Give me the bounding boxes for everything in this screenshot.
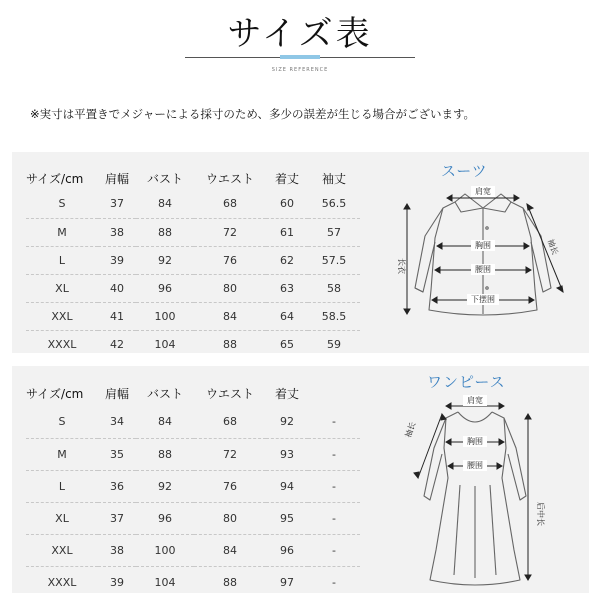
page-subtitle: SIZE REFERENCE [271, 67, 329, 73]
dress-length-label: 后中长 [536, 502, 545, 526]
table-cell: 62 [266, 246, 308, 274]
header-waist: ウエスト [205, 171, 254, 186]
table-cell: - [308, 438, 360, 470]
suit-bust-label: 胸围 [475, 241, 491, 250]
table-cell: 100 [136, 302, 194, 330]
table-row [26, 218, 360, 246]
table-cell: 37 [98, 190, 136, 218]
header-length: 着丈 [274, 386, 299, 401]
table-cell: XXXL [47, 337, 77, 351]
table-cell: 76 [194, 470, 266, 502]
header-bust: バスト [146, 171, 183, 186]
table-cell: 41 [98, 302, 136, 330]
table-cell: 88 [223, 337, 237, 351]
table-cell: - [308, 534, 360, 566]
table-cell: 61 [266, 218, 308, 246]
table-cell: 72 [194, 438, 266, 470]
table-cell: 39 [98, 246, 136, 274]
table-cell: 84 [194, 302, 266, 330]
table-cell: 38 [98, 534, 136, 566]
table-cell: 95 [266, 502, 308, 534]
table-cell: L [26, 470, 98, 502]
table-cell: 58.5 [308, 302, 360, 330]
table-cell: 37 [98, 502, 136, 534]
table-cell: 68 [194, 190, 266, 218]
table-cell: 65 [280, 337, 294, 351]
table-cell: 88 [136, 438, 194, 470]
table-cell: 57.5 [308, 246, 360, 274]
table-cell: 63 [266, 274, 308, 302]
table-cell: 100 [136, 534, 194, 566]
table-cell: 58 [308, 274, 360, 302]
suit-length-label: 长衣 [397, 258, 406, 274]
table-row [26, 566, 360, 598]
suit-shoulder-label: 肩宽 [475, 187, 491, 196]
header-bust: バスト [146, 386, 183, 401]
table-cell: 94 [266, 470, 308, 502]
table-row [26, 534, 360, 566]
dress-shoulder-label: 肩宽 [467, 396, 483, 405]
table-cell: 68 [194, 406, 266, 438]
table-cell: XXL [26, 302, 98, 330]
table-cell: 64 [266, 302, 308, 330]
table-row [26, 470, 360, 502]
table-row [26, 190, 360, 218]
suit-diagram [395, 178, 575, 328]
table-row [26, 274, 360, 302]
table-cell: 88 [136, 218, 194, 246]
table-row [26, 406, 360, 438]
table-cell: 38 [98, 218, 136, 246]
table-cell: - [308, 406, 360, 438]
table-cell: L [26, 246, 98, 274]
table-cell: 92 [266, 406, 308, 438]
table-header-row [26, 166, 360, 190]
table-cell: 88 [223, 575, 237, 589]
page-title: サイズ表 [227, 14, 373, 54]
table-cell: 96 [136, 274, 194, 302]
table-cell: 57 [308, 218, 360, 246]
table-cell: 92 [136, 246, 194, 274]
dress-diagram-title: ワンピース [427, 373, 506, 391]
table-cell: XXL [26, 534, 98, 566]
header-empty [308, 380, 360, 406]
table-cell: 104 [154, 575, 176, 589]
measurement-note: ※実寸は平置きでメジャーによる採寸のため、多少の誤差が生じる場合がございます。 [30, 107, 476, 121]
dress-diagram [400, 390, 550, 590]
table-cell: 42 [110, 337, 124, 351]
table-cell: 76 [194, 246, 266, 274]
suit-sleeve-label: 袖长 [545, 237, 560, 256]
table-cell: 93 [266, 438, 308, 470]
header-length: 着丈 [274, 171, 299, 186]
header-size: サイズ/cm [26, 386, 84, 401]
table-cell: M [26, 438, 98, 470]
suit-waist-label: 腰围 [475, 265, 491, 274]
table-row [26, 246, 360, 274]
header-shoulder: 肩幅 [104, 386, 129, 401]
header-shoulder: 肩幅 [104, 171, 129, 186]
table-cell: 40 [98, 274, 136, 302]
table-cell: S [26, 406, 98, 438]
table-cell: 92 [136, 470, 194, 502]
table-cell: 96 [266, 534, 308, 566]
table-cell: 96 [136, 502, 194, 534]
table-cell: 56.5 [308, 190, 360, 218]
table-row [26, 302, 360, 330]
suit-hem-label: 下摆围 [471, 295, 495, 304]
table-cell: XL [26, 502, 98, 534]
table-cell: 84 [194, 534, 266, 566]
dress-size-table [26, 380, 360, 598]
table-cell: XL [26, 274, 98, 302]
table-cell: 97 [280, 575, 294, 589]
table-cell: - [308, 502, 360, 534]
dress-waist-label: 腰围 [467, 461, 483, 470]
table-cell: 36 [98, 470, 136, 502]
table-cell: M [26, 218, 98, 246]
table-cell: - [308, 470, 360, 502]
table-cell: 60 [266, 190, 308, 218]
table-header-row [26, 380, 360, 406]
table-cell: 34 [98, 406, 136, 438]
table-cell: 80 [194, 502, 266, 534]
header-sleeve: 袖丈 [321, 171, 346, 186]
table-cell: 84 [136, 406, 194, 438]
header-waist: ウエスト [205, 386, 254, 401]
dress-bust-label: 胸围 [467, 437, 483, 446]
header-size: サイズ/cm [26, 171, 84, 186]
table-cell: S [26, 190, 98, 218]
table-row [26, 502, 360, 534]
table-cell: 35 [98, 438, 136, 470]
table-cell: 72 [194, 218, 266, 246]
suit-size-table [26, 166, 360, 358]
table-row [26, 438, 360, 470]
table-cell: 39 [110, 575, 124, 589]
table-cell: XXXL [47, 575, 77, 589]
table-cell: - [332, 575, 336, 589]
table-cell: 59 [327, 337, 341, 351]
title-accent-bar [280, 55, 320, 59]
dress-sleeve-label: 袖长 [403, 420, 418, 439]
table-cell: 80 [194, 274, 266, 302]
table-cell: 104 [154, 337, 176, 351]
suit-diagram-title: スーツ [441, 162, 488, 180]
table-row [26, 330, 360, 358]
table-cell: 84 [136, 190, 194, 218]
